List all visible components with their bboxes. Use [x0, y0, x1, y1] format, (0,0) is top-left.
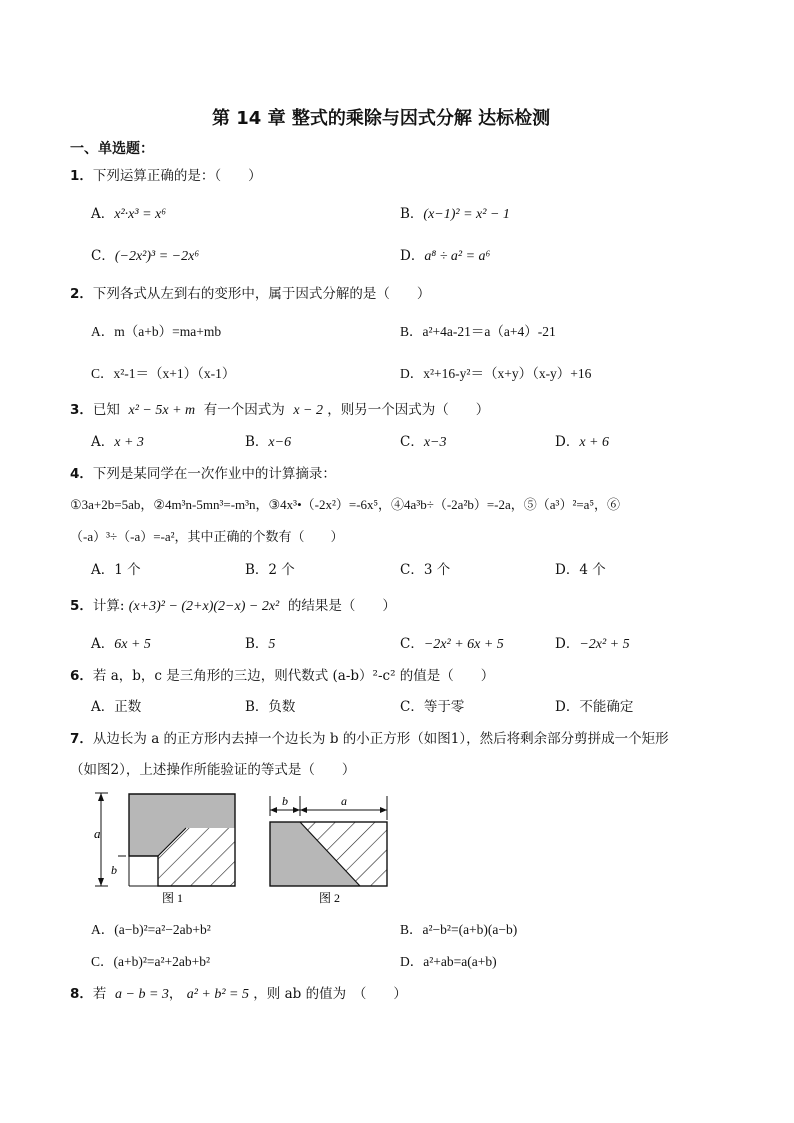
question-number: 3．	[70, 402, 93, 418]
figure-1	[88, 790, 238, 906]
section-heading: 一、单选题：	[70, 141, 154, 157]
q1-option-d: D．a⁸ ÷ a² = a⁶	[400, 248, 491, 264]
q3-option-a: A．x + 3	[91, 434, 144, 450]
question-number: 7．	[70, 731, 93, 747]
question-7	[70, 727, 669, 747]
question-4	[70, 462, 336, 482]
question-stem: 下列各式从左到右的变形中，属于因式分解的是（ ）	[92, 286, 431, 302]
question-number: 1．	[70, 168, 93, 184]
q4-option-b: B．2 个	[245, 562, 295, 578]
question-2	[70, 282, 430, 302]
q1-option-a: A．x²·x³ = x⁶	[91, 206, 167, 222]
fig1-caption: 图 1	[162, 891, 184, 905]
q7-option-b: B．a²−b²=(a+b)(a−b)	[400, 922, 518, 937]
q2-option-c: C．x²-1＝（x+1）（x-1）	[91, 366, 236, 381]
q6-option-d: D．不能确定	[555, 699, 634, 715]
q6-option-b: B．负数	[245, 699, 296, 715]
q1-option-b: B．(x−1)² = x² − 1	[400, 206, 510, 222]
q7-option-a: A．(a−b)²=a²−2ab+b²	[91, 922, 211, 937]
q2-option-d: D．x²+16-y²＝（x+y）（x-y）+16	[400, 366, 592, 381]
question-number: 6．	[70, 668, 93, 684]
q4-option-a: A．1 个	[91, 562, 141, 578]
q5-option-a: A．6x + 5	[91, 636, 151, 652]
q7-option-c: C．(a+b)²=a²+2ab+b²	[91, 954, 211, 969]
q1-option-c: C．(−2x²)³ = −2x⁶	[91, 248, 200, 264]
q2-option-b: B．a²+4a-21＝a（a+4）-21	[400, 324, 556, 339]
question-number: 5．	[70, 598, 93, 614]
q4-line-1: ①3a+2b=5ab，②4m³n-5mn³=-m³n，③4x³•（-2x²）=-6x⁵，④4a³b÷（-2a²b）=-2a，⑤（a³）²=a⁵，⑥	[70, 497, 620, 512]
q7-line-2: （如图2），上述操作所能验证的等式是（ ）	[70, 762, 356, 778]
q4-line-2: （-a）³÷（-a）=-a²，其中正确的个数有（ ）	[70, 529, 344, 544]
q5-option-d: D．−2x² + 5	[555, 636, 630, 652]
question-5: 5．计算: (x+3)² − (2+x)(2−x) − 2x² 的结果是（ ）	[70, 598, 396, 614]
fig2-caption: 图 2	[319, 891, 341, 905]
question-stem: 从边长为 a 的正方形内去掉一个边长为 b 的小正方形（如图1），然后将剩余部分剪拼成一个矩形	[92, 731, 669, 747]
q6-option-c: C．等于零	[400, 699, 465, 715]
q2-option-a: A．m（a+b）=ma+mb	[91, 324, 222, 339]
fig1-label-a: a	[94, 826, 101, 841]
question-number: 2．	[70, 286, 93, 302]
q3-option-b: B．x−6	[245, 434, 292, 450]
question-number: 8．	[70, 986, 93, 1002]
page-title: 第 14 章 整式的乘除与因式分解 达标检测	[212, 108, 551, 129]
question-1	[70, 164, 262, 184]
q5-option-b: B．5	[245, 636, 276, 652]
question-stem: 下列是某同学在一次作业中的计算摘录：	[92, 466, 336, 482]
question-3: 3．已知 x² − 5x + m 有一个因式为 x − 2 ，则另一个因式为（ ）	[70, 402, 490, 418]
question-stem: 若 a，b，c 是三角形的三边，则代数式 (a-b）²-c² 的值是（ ）	[92, 668, 495, 684]
question-stem: 下列运算正确的是：（ ）	[92, 168, 262, 184]
figure-2	[266, 792, 392, 906]
fig2-label-a: a	[341, 794, 347, 808]
q5-option-c: C．−2x² + 6x + 5	[400, 636, 504, 652]
q3-option-d: D．x + 6	[555, 434, 609, 450]
q4-option-d: D．4 个	[555, 562, 606, 578]
q4-option-c: C．3 个	[400, 562, 451, 578]
q3-option-c: C．x−3	[400, 434, 447, 450]
question-number: 4．	[70, 466, 93, 482]
question-6	[70, 664, 494, 684]
q7-option-d: D．a²+ab=a(a+b)	[400, 954, 497, 969]
question-8: 8．若 a − b = 3， a² + b² = 5 ，则 ab 的值为 （ ）	[70, 986, 407, 1002]
q6-option-a: A．正数	[91, 699, 142, 715]
fig2-label-b: b	[282, 794, 288, 808]
fig1-label-b: b	[111, 863, 117, 877]
